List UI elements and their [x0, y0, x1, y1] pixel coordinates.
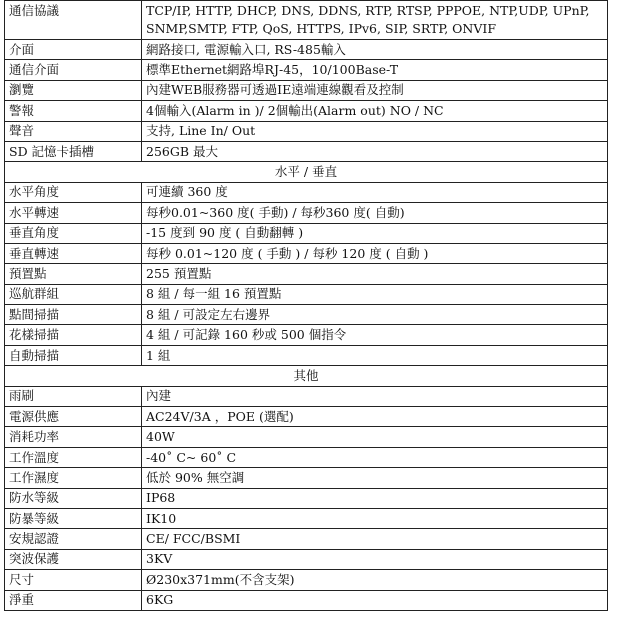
table-row: [5, 386, 608, 406]
table-row: [5, 508, 608, 528]
row-value: 網路接口, 電源輸入口, RS-485輸入: [142, 40, 608, 60]
table-row: [5, 101, 608, 121]
row-value: 低於 90% 無空調: [142, 468, 608, 488]
row-label: 警報: [5, 101, 142, 121]
row-value: 可連續 360 度: [142, 182, 608, 202]
table-row: [5, 223, 608, 243]
row-value: 每秒 0.01~120 度 ( 手動 ) / 每秒 120 度 ( 自動 ): [142, 243, 608, 263]
row-label: 花樣掃描: [5, 325, 142, 345]
table-row: [5, 305, 608, 325]
row-value: -40˚ C~ 60˚ C: [142, 447, 608, 467]
section-row: [5, 366, 608, 386]
row-label: 點間掃描: [5, 305, 142, 325]
row-label: 聲音: [5, 121, 142, 141]
table-row: [5, 80, 608, 100]
row-label: 電源供應: [5, 407, 142, 427]
row-value: 內建: [142, 386, 608, 406]
row-value: 內建WEB服務器可透過IE遠端連線觀看及控制: [142, 80, 608, 100]
spec-sheet: [4, 0, 616, 611]
row-label: 巡航群組: [5, 284, 142, 304]
row-value: 4 組 / 可記錄 160 秒或 500 個指令: [142, 325, 608, 345]
row-value: CE/ FCC/BSMI: [142, 529, 608, 549]
row-value: IK10: [142, 508, 608, 528]
row-label: 尺寸: [5, 570, 142, 590]
table-row: [5, 40, 608, 60]
table-row: [5, 325, 608, 345]
section-row: [5, 162, 608, 182]
table-row: [5, 203, 608, 223]
row-value: 6KG: [142, 590, 608, 610]
row-label: 垂直轉速: [5, 243, 142, 263]
row-label: 工作濕度: [5, 468, 142, 488]
row-label: 防暴等級: [5, 508, 142, 528]
row-label: SD 記憶卡插槽: [5, 141, 142, 161]
row-value: 8 組 / 可設定左右邊界: [142, 305, 608, 325]
row-value: 每秒0.01~360 度( 手動) / 每秒360 度( 自動): [142, 203, 608, 223]
row-value: 標準Ethernet網路埠RJ-45，10/100Base-T: [142, 60, 608, 80]
table-row: [5, 60, 608, 80]
section-header: 水平 / 垂直: [5, 162, 608, 182]
row-label: 消耗功率: [5, 427, 142, 447]
row-label: 自動掃描: [5, 345, 142, 365]
row-value: 支持, Line In/ Out: [142, 121, 608, 141]
table-row: [5, 264, 608, 284]
table-row: [5, 407, 608, 427]
table-row: [5, 549, 608, 569]
table-row: [5, 529, 608, 549]
table-row: [5, 141, 608, 161]
row-label: 淨重: [5, 590, 142, 610]
row-value: 40W: [142, 427, 608, 447]
row-label: 安規認證: [5, 529, 142, 549]
row-label: 水平轉速: [5, 203, 142, 223]
table-row: [5, 447, 608, 467]
row-value: 256GB 最大: [142, 141, 608, 161]
row-value: 4個輸入(Alarm in )/ 2個輸出(Alarm out) NO / NC: [142, 101, 608, 121]
spec-table: [4, 0, 608, 611]
row-value: 1 組: [142, 345, 608, 365]
table-row: [5, 570, 608, 590]
row-label: 雨刷: [5, 386, 142, 406]
row-value: 3KV: [142, 549, 608, 569]
table-row: [5, 345, 608, 365]
table-row: [5, 1, 608, 40]
table-row: [5, 590, 608, 610]
row-value: Ø230x371mm(不含支架): [142, 570, 608, 590]
row-value: 8 組 / 每一組 16 預置點: [142, 284, 608, 304]
table-row: [5, 468, 608, 488]
row-label: 通信介面: [5, 60, 142, 80]
section-header: 其他: [5, 366, 608, 386]
row-label: 防水等級: [5, 488, 142, 508]
row-label: 工作溫度: [5, 447, 142, 467]
row-label: 預置點: [5, 264, 142, 284]
row-value: -15 度到 90 度 ( 自動翻轉 ): [142, 223, 608, 243]
row-value: AC24V/3A ，POE (選配): [142, 407, 608, 427]
table-row: [5, 284, 608, 304]
table-row: [5, 488, 608, 508]
table-row: [5, 427, 608, 447]
row-label: 介面: [5, 40, 142, 60]
row-value: 255 預置點: [142, 264, 608, 284]
row-label: 瀏覽: [5, 80, 142, 100]
row-label: 通信協議: [5, 1, 142, 40]
row-value: IP68: [142, 488, 608, 508]
row-label: 水平角度: [5, 182, 142, 202]
table-row: [5, 243, 608, 263]
row-label: 突波保護: [5, 549, 142, 569]
table-row: [5, 182, 608, 202]
table-row: [5, 121, 608, 141]
row-value: TCP/IP, HTTP, DHCP, DNS, DDNS, RTP, RTSP, PPPOE, NTP,UDP, UPnP, SNMP,SMTP, FTP, QoS, HTTPS, IPv6, SIP, SRTP, ONVIF: [142, 1, 608, 40]
row-label: 垂直角度: [5, 223, 142, 243]
